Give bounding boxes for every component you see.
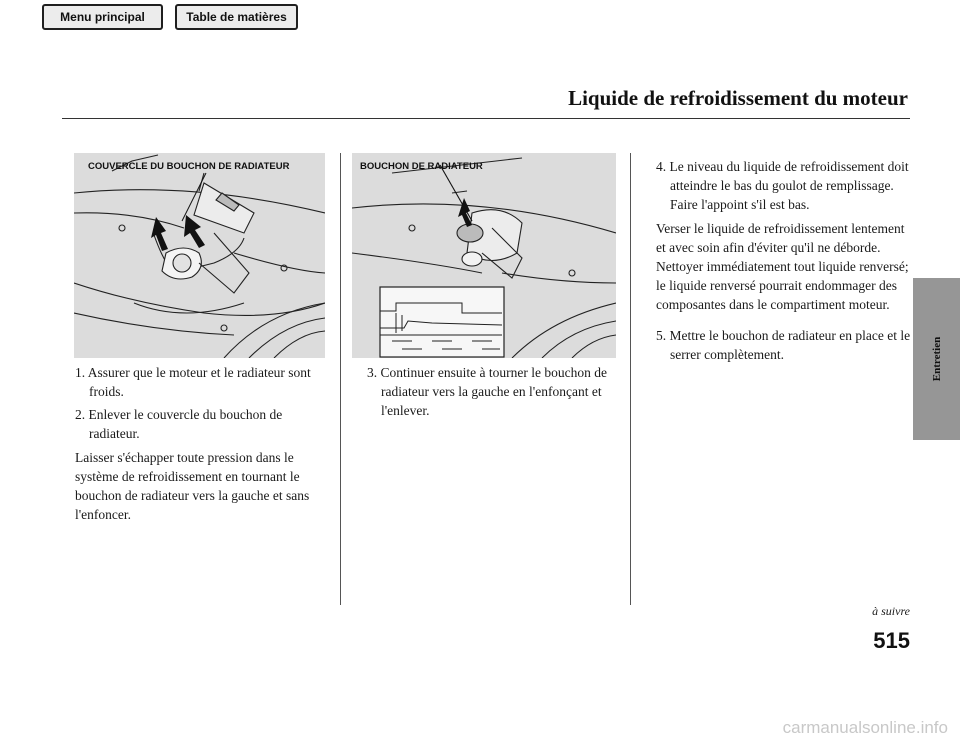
step-2-note: Laisser s'échapper toute pression dans le système de refroidissement en tournant le bouchon de radiateur vers la gauche et sans l'enfoncer. (75, 450, 310, 522)
step-5-text: Mettre le bouchon de radiateur en place et le serrer complètement. (669, 328, 911, 362)
step-1-text: Assurer que le moteur et le radiateur sont froids. (87, 365, 311, 399)
watermark: carmanualsonline.info (782, 718, 948, 737)
step-4-number: 4. (656, 159, 667, 174)
page-number: 515 (873, 628, 910, 653)
step-4-text: Le niveau du liquide de refroidissement doit atteindre le bas du goulot de remplissage. Faire l'appoint s'il est bas. (669, 159, 909, 212)
page-title: Liquide de refroidissement du moteur (568, 86, 908, 110)
column-divider-right (630, 153, 631, 605)
column-divider-left (340, 153, 341, 605)
menu-principal-button[interactable]: Menu principal (42, 4, 163, 30)
step-1-number: 1. (75, 365, 86, 380)
step-2-text: Enlever le couvercle du bouchon de radiateur. (88, 407, 283, 441)
continued-note: à suivre (872, 604, 910, 618)
step-3 (367, 363, 619, 420)
table-of-contents-button[interactable]: Table de matières (175, 4, 298, 30)
step-3-text: Continuer ensuite à tourner le bouchon de radiateur vers la gauche en l'enfonçant et l'enlever. (380, 365, 607, 418)
figure-radiator-cap-cover (74, 153, 325, 358)
radiator-cap-cover-label: COUVERCLE DU BOUCHON DE RADIATEUR (88, 161, 290, 172)
step-2-number: 2. (75, 407, 86, 422)
step-5-number: 5. (656, 328, 667, 343)
radiator-cap-label: BOUCHON DE RADIATEUR (360, 161, 483, 172)
step-4-note: Verser le liquide de refroidissement lentement et avec soin afin d'éviter qu'il ne déborde. Nettoyer immédiatement tout liquide renversé; le liquide renversé pourrait endommager des composantes dans le compartiment moteur. (656, 221, 909, 312)
radiator-cap-illustration (352, 153, 616, 358)
step-2 (75, 405, 330, 524)
step-1 (75, 363, 330, 401)
section-tab-entretien[interactable] (913, 278, 960, 440)
step-3-number: 3. (367, 365, 378, 380)
section-tab-label: Entretien (930, 336, 943, 382)
step-5 (656, 326, 912, 364)
radiator-cap-cover-illustration (74, 153, 325, 358)
step-4 (656, 157, 912, 314)
title-divider (62, 118, 910, 119)
figure-radiator-cap (352, 153, 616, 358)
